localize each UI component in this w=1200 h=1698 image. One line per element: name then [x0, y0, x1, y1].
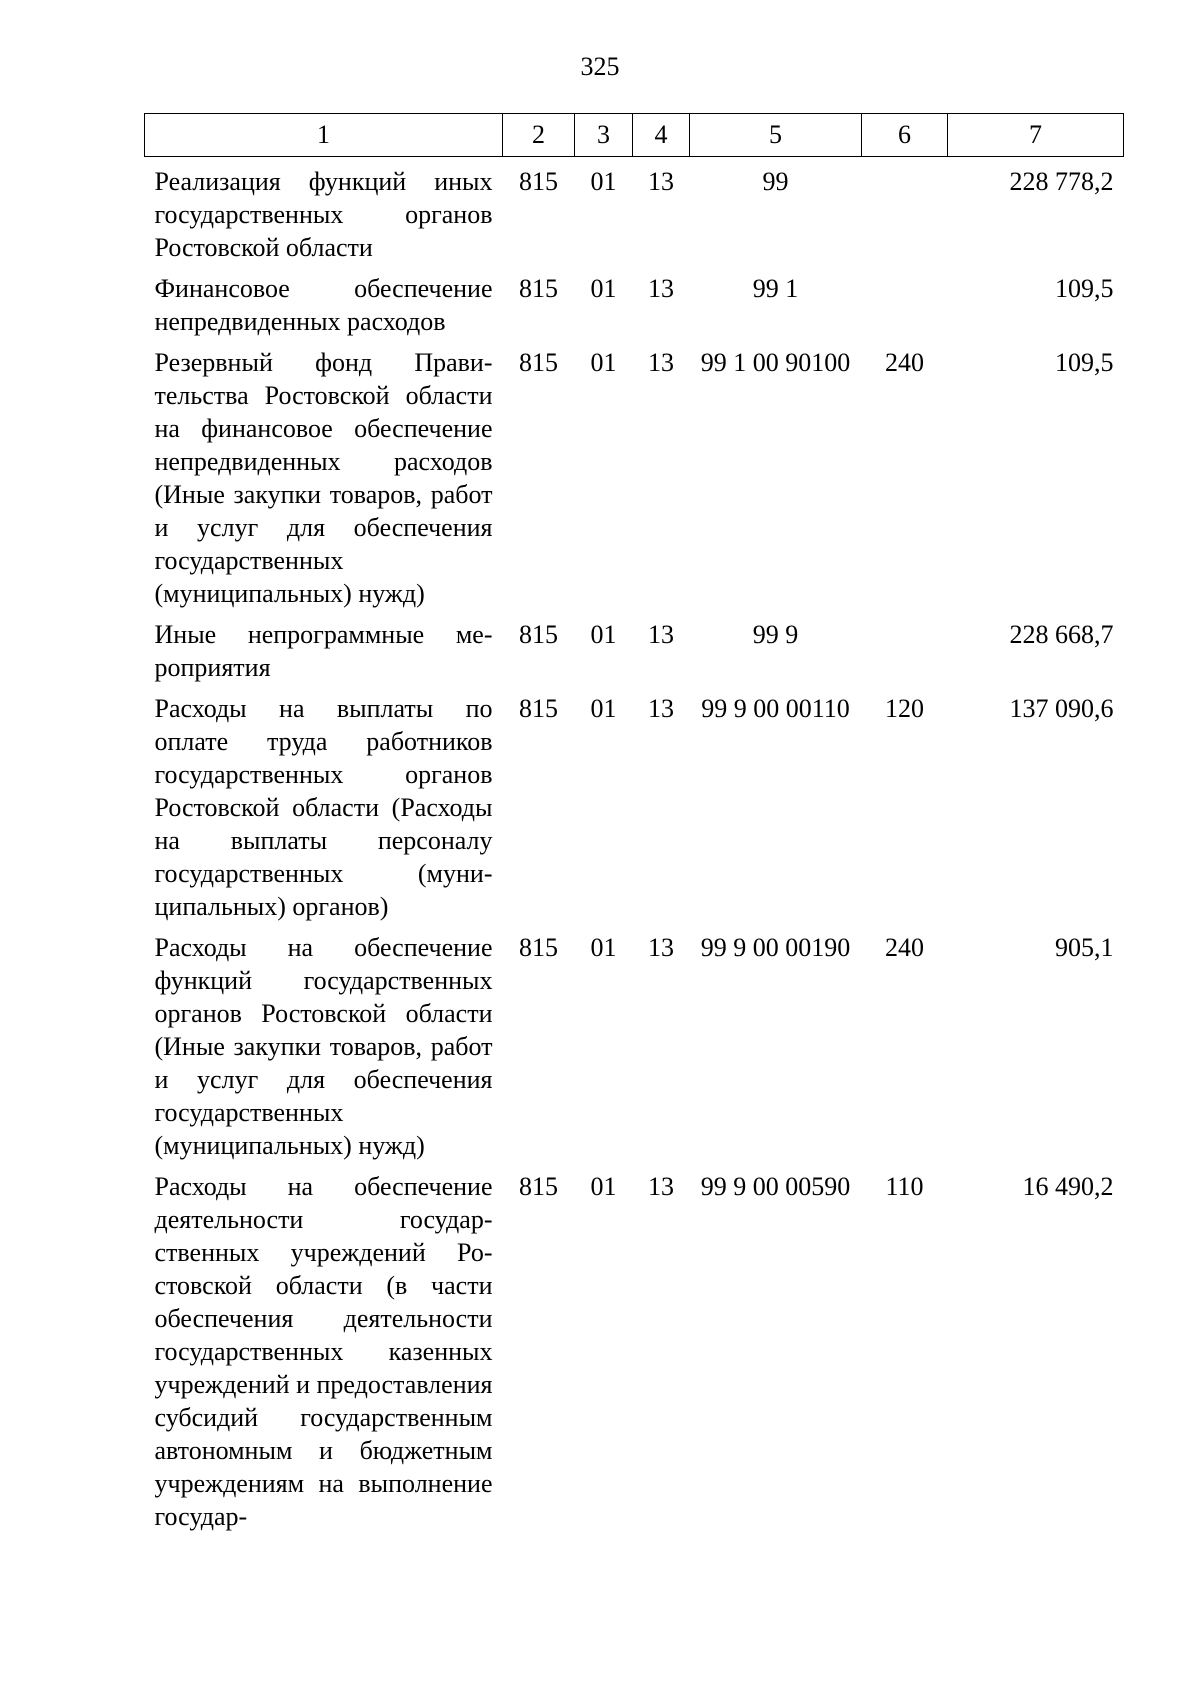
row-col-2: 815 [519, 694, 558, 723]
row-col-6 [862, 264, 948, 338]
row-col-7: 109,5 [1055, 274, 1114, 303]
row-col-6: 110 [885, 1172, 924, 1201]
table-row [145, 1162, 1124, 1533]
row-col-3: 01 [590, 274, 617, 303]
table-row [145, 264, 1124, 338]
row-col-2: 815 [519, 620, 558, 649]
row-col-4: 13 [648, 274, 674, 303]
table-row [145, 157, 1124, 265]
row-col-6: 240 [885, 933, 924, 962]
row-col-5: 99 9 00 00110 [701, 694, 850, 723]
header-col-3: 3 [575, 114, 633, 157]
row-col-6 [862, 610, 948, 684]
row-name: Расходы на выплаты по оплате труда работников государственных органов Ростовской области (Расходы на выплаты персоналу государственных (муниципальных) органов) [154, 694, 493, 921]
row-name: Финансовое обеспечение непредвиденных расходов [154, 274, 493, 336]
row-col-5: 99 [762, 167, 789, 196]
row-name: Расходы на обеспечение функций государственных органов Ростовской области (Иные закупки товаров, работ и услуг для обеспечения государственных (муниципальных) нужд) [154, 933, 493, 1160]
row-col-3: 01 [590, 933, 617, 962]
row-col-5: 99 9 00 00190 [700, 933, 851, 962]
row-col-3: 01 [590, 620, 617, 649]
row-col-5: 99 9 00 00590 [700, 1172, 851, 1201]
row-col-2: 815 [519, 1172, 558, 1201]
row-col-4: 13 [648, 620, 674, 649]
row-col-4: 13 [648, 694, 674, 723]
row-col-3: 01 [590, 348, 617, 377]
table-header-row [145, 114, 1124, 157]
row-name: Расходы на обеспечение деятельности государственных учреждений Ростовской области (в части обеспечения деятельности государственных казенных учреждений и предоставления субсидий государственным автономным и бюджетным учреждениям на выполнение государ- [154, 1172, 493, 1531]
header-col-1: 1 [145, 114, 503, 157]
row-col-6 [862, 157, 948, 265]
row-col-6: 120 [885, 694, 924, 723]
row-name: Резервный фонд Правительства Ростовской области на финансовое обеспечение непредвиденных расходов (Иные закупки товаров, работ и услуг для обеспечения государственных (муниципальных) нужд) [154, 348, 493, 608]
row-col-2: 815 [519, 933, 558, 962]
table-row [145, 923, 1124, 1162]
row-col-4: 13 [648, 167, 674, 196]
row-col-7: 137 090,6 [1009, 694, 1114, 723]
row-col-4: 13 [648, 348, 674, 377]
row-name: Реализация функций иных государственных органов Ростовской области [154, 167, 493, 262]
header-col-7: 7 [948, 114, 1124, 157]
header-col-4: 4 [633, 114, 690, 157]
row-col-4: 13 [648, 933, 674, 962]
table-row [145, 338, 1124, 610]
row-col-7: 16 490,2 [1022, 1172, 1114, 1201]
row-col-4: 13 [648, 1172, 674, 1201]
row-col-3: 01 [590, 694, 617, 723]
row-col-5: 99 1 00 90100 [700, 348, 851, 377]
row-col-2: 815 [519, 348, 558, 377]
page-number: 325 [580, 52, 620, 81]
header-col-6: 6 [862, 114, 948, 157]
row-col-5: 99 1 [752, 274, 799, 303]
row-col-5: 99 9 [752, 620, 799, 649]
table-row [145, 684, 1124, 923]
header-col-2: 2 [503, 114, 575, 157]
table-row [145, 610, 1124, 684]
row-col-7: 228 778,2 [1009, 167, 1114, 196]
row-col-7: 905,1 [1055, 933, 1114, 962]
row-col-7: 228 668,7 [1009, 620, 1114, 649]
row-col-2: 815 [519, 167, 558, 196]
row-col-2: 815 [519, 274, 558, 303]
row-col-7: 109,5 [1055, 348, 1114, 377]
row-col-3: 01 [590, 1172, 617, 1201]
row-col-3: 01 [590, 167, 617, 196]
row-name: Иные непрограммные мероприятия [154, 620, 493, 682]
budget-table [144, 113, 1124, 1533]
header-col-5: 5 [690, 114, 862, 157]
row-col-6: 240 [885, 348, 924, 377]
